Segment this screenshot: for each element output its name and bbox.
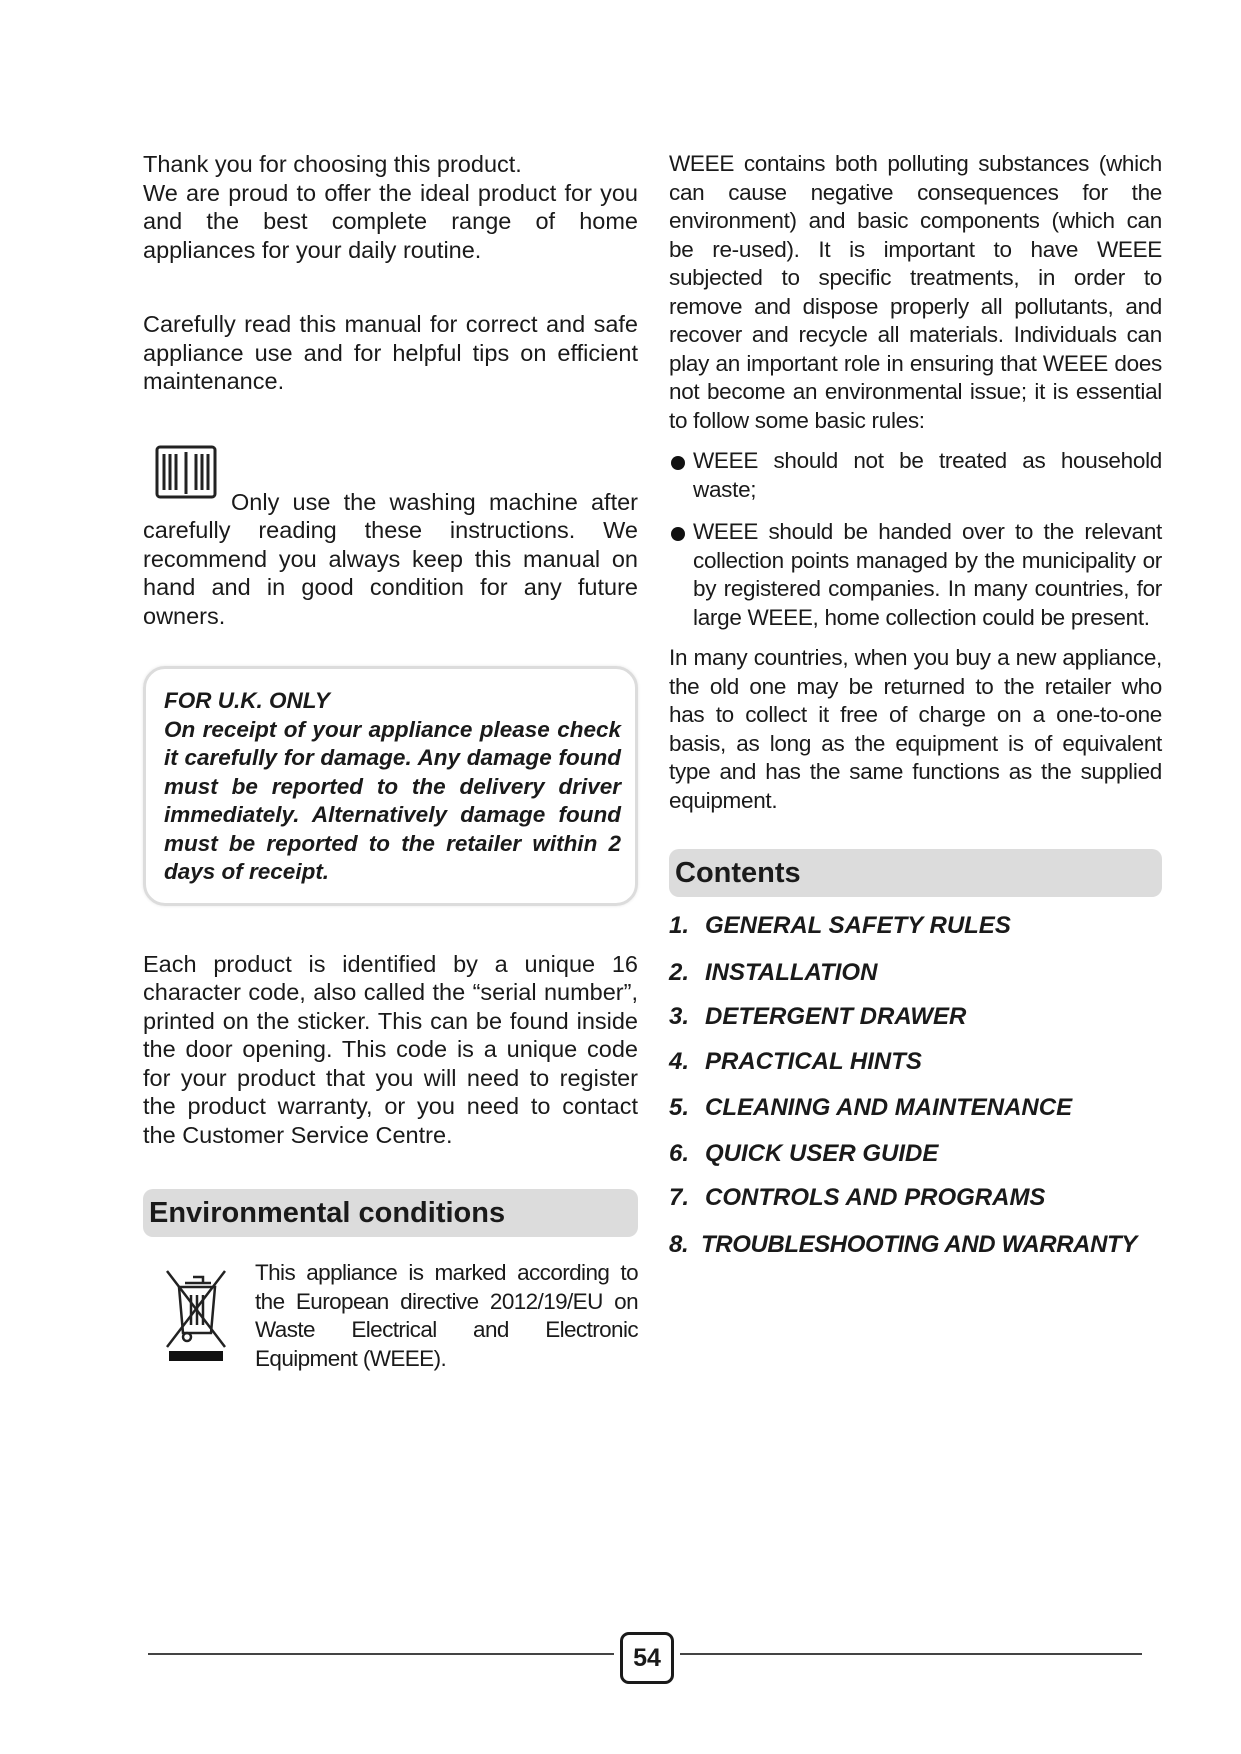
bullet-item bbox=[669, 518, 1162, 632]
toc-item[interactable]: 8. TROUBLESHOOTING AND WARRANTY bbox=[669, 1231, 1137, 1258]
environmental-conditions-heading: Environmental conditions bbox=[143, 1189, 638, 1237]
bullet-icon bbox=[671, 456, 685, 470]
weee-marking-text: This appliance is marked according to the European directive 2012/19/EU on Waste Electrical and Electronic Equipment (WEEE). bbox=[255, 1260, 638, 1371]
toc-item[interactable]: 4. PRACTICAL HINTS bbox=[669, 1048, 922, 1075]
serial-number-note: Each product is identified by a unique 16 character code, also called the “serial number”, printed on the sticker. This can be found inside the door opening. This code is a unique code for your product that you will need to register the product warranty, or you need to contact the Customer Service Centre. bbox=[143, 950, 638, 1148]
weee-marking-section bbox=[143, 1259, 638, 1373]
manual-note-text: Only use the washing machine after carefully reading these instructions. We recommend you always keep this manual on hand and in good condition for any future owners. bbox=[143, 488, 638, 629]
weee-intro: WEEE contains both polluting substances (which can cause negative consequences for the environment) and basic components (which can be re-used). It is important to have WEEE subjected to specific treatments, in order to remove and dispose properly all pollutants, and recover and recycle all materials. Individuals can play an important role in ensuring that WEEE does not become an environmental issue; it is essential to follow some basic rules: bbox=[669, 151, 1162, 433]
read-manual-note: Carefully read this manual for correct and safe appliance use and for helpful tips on efficient maintenance. bbox=[143, 311, 638, 394]
crossed-out-wheelie-bin-icon bbox=[163, 1265, 229, 1365]
bullet-icon bbox=[671, 527, 685, 541]
bullet-item bbox=[669, 447, 1162, 504]
bullet-text: WEEE should not be treated as household waste; bbox=[693, 448, 1162, 502]
uk-only-notice bbox=[143, 666, 638, 906]
left-column bbox=[143, 150, 638, 1373]
table-of-contents bbox=[669, 911, 1162, 1258]
toc-item[interactable]: 5. CLEANING AND MAINTENANCE bbox=[669, 1094, 1073, 1121]
page-number: 54 bbox=[620, 1632, 674, 1684]
uk-notice-title: FOR U.K. ONLY bbox=[164, 688, 330, 713]
toc-item[interactable]: 3. DETERGENT DRAWER bbox=[669, 1003, 967, 1030]
intro-body: We are proud to offer the ideal product for you and the best complete range of home appliances for your daily routine. bbox=[143, 179, 638, 263]
footer-rule-left bbox=[148, 1653, 614, 1655]
toc-item[interactable]: 1. GENERAL SAFETY RULES bbox=[669, 912, 1011, 939]
right-column bbox=[669, 150, 1162, 1258]
uk-notice-body: On receipt of your appliance please check it carefully for damage. Any damage found must be reported to the delivery driver immediately. Alternatively damage found must be reported to the retailer within 2 days of receipt. bbox=[164, 716, 621, 884]
manual-note bbox=[143, 444, 638, 631]
intro-title: Thank you for choosing this product. bbox=[143, 151, 522, 177]
bullet-text: WEEE should be handed over to the relevant collection points managed by the municipality or by registered companies. In many countries, for large WEEE, home collection could be present. bbox=[693, 519, 1162, 630]
toc-item[interactable]: 6. QUICK USER GUIDE bbox=[669, 1140, 939, 1167]
footer-rule-right bbox=[680, 1653, 1142, 1655]
toc-item[interactable]: 2. INSTALLATION bbox=[669, 959, 878, 986]
contents-heading: Contents bbox=[669, 849, 1162, 897]
toc-item[interactable]: 7. CONTROLS AND PROGRAMS bbox=[669, 1184, 1046, 1211]
open-book-icon bbox=[154, 444, 218, 500]
return-old-appliance-note: In many countries, when you buy a new appliance, the old one may be returned to the retailer who has to collect it free of charge on a one-to-one basis, as long as the equipment is of equivalent type and has the same functions as the supplied equipment. bbox=[669, 645, 1162, 813]
